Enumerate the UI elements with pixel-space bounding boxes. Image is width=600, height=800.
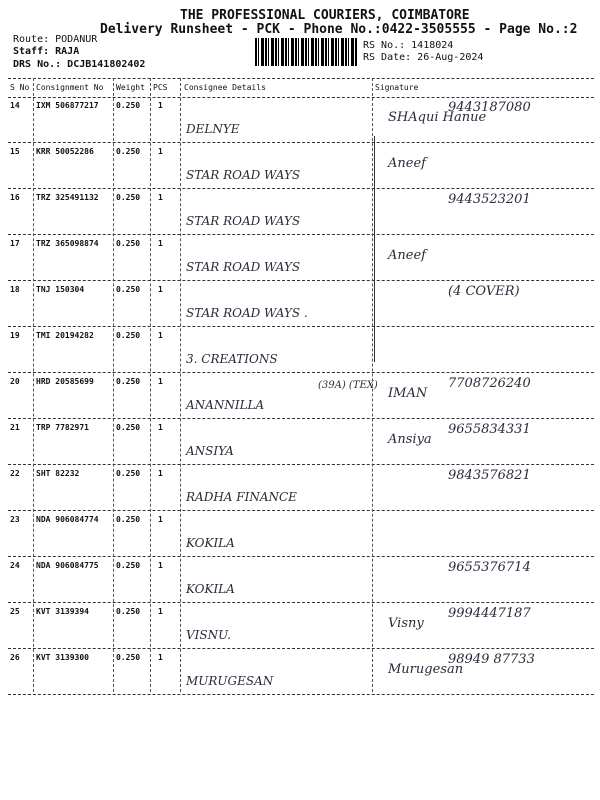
phone-note: 9443187080 xyxy=(448,100,531,115)
row-sno: 21 xyxy=(10,423,20,432)
consignment-number: TNJ 150304 xyxy=(36,285,85,294)
consignment-number: SHT 82232 xyxy=(36,469,80,478)
signature: Ansiya xyxy=(388,432,432,447)
row-sno: 17 xyxy=(10,239,20,248)
consignee-name: STAR ROAD WAYS xyxy=(186,260,301,274)
table-row xyxy=(8,648,594,695)
divider xyxy=(372,78,373,692)
barcode-icon xyxy=(255,38,357,66)
consignee-name: VISNU. xyxy=(186,628,231,642)
weight-value: 0.250 xyxy=(116,193,141,202)
row-sno: 25 xyxy=(10,607,20,616)
consignee-name: 3. CREATIONS xyxy=(186,352,278,366)
consignment-number: NDA 906084775 xyxy=(36,561,99,570)
col-sno: S No xyxy=(10,83,30,92)
consignee-name: MURUGESAN xyxy=(186,674,274,688)
phone-note: 9655376714 xyxy=(448,560,531,575)
pcs-value: 1 xyxy=(158,193,163,202)
runsheet-title: Delivery Runsheet - PCK - Phone No.:0422-3505555 - Page No.:2 xyxy=(100,22,578,37)
weight-value: 0.250 xyxy=(116,653,141,662)
divider xyxy=(113,78,114,692)
divider xyxy=(150,78,151,692)
col-consignment: Consignment No xyxy=(36,83,104,92)
col-consignee: Consignee Details xyxy=(184,83,266,92)
row-sno: 24 xyxy=(10,561,20,570)
pcs-value: 1 xyxy=(158,285,163,294)
row-sno: 19 xyxy=(10,331,20,340)
consignee-name: ANANNILLA xyxy=(186,398,265,412)
col-pcs: PCS xyxy=(153,83,168,92)
weight-value: 0.250 xyxy=(116,561,141,570)
drs-number: DRS No.: DCJB141802402 xyxy=(13,59,146,70)
divider xyxy=(33,78,34,692)
weight-value: 0.250 xyxy=(116,239,141,248)
consignee-note: (39A) (TEX) xyxy=(318,380,378,391)
pcs-value: 1 xyxy=(158,331,163,340)
signature: Aneef xyxy=(388,156,426,171)
weight-value: 0.250 xyxy=(116,377,141,386)
consignment-number: NDA 906084774 xyxy=(36,515,99,524)
runsheet-table xyxy=(8,78,594,692)
weight-value: 0.250 xyxy=(116,515,141,524)
table-row xyxy=(8,372,594,419)
pcs-value: 1 xyxy=(158,147,163,156)
route-label: Route: PODANUR xyxy=(13,34,98,45)
pcs-value: 1 xyxy=(158,101,163,110)
weight-value: 0.250 xyxy=(116,147,141,156)
table-row xyxy=(8,234,594,281)
signature: SHAqui Hanue xyxy=(388,110,487,125)
phone-note: 7708726240 xyxy=(448,376,531,391)
staff-label: Staff: RAJA xyxy=(13,46,80,57)
consignee-name: ANSIYA xyxy=(186,444,234,458)
pcs-value: 1 xyxy=(158,469,163,478)
consignment-number: TMI 20194282 xyxy=(36,331,94,340)
row-sno: 16 xyxy=(10,193,20,202)
pcs-value: 1 xyxy=(158,607,163,616)
signature: IMAN xyxy=(388,386,428,401)
weight-value: 0.250 xyxy=(116,331,141,340)
table-header xyxy=(8,78,594,98)
pcs-value: 1 xyxy=(158,515,163,524)
row-sno: 20 xyxy=(10,377,20,386)
phone-note: 98949 87733 xyxy=(448,652,535,667)
row-sno: 15 xyxy=(10,147,20,156)
signature: Murugesan xyxy=(388,662,464,677)
phone-note: 9843576821 xyxy=(448,468,531,483)
consignee-name: STAR ROAD WAYS xyxy=(186,168,301,182)
table-row xyxy=(8,326,594,373)
table-row xyxy=(8,556,594,603)
weight-value: 0.250 xyxy=(116,101,141,110)
table-row xyxy=(8,418,594,465)
weight-value: 0.250 xyxy=(116,423,141,432)
pcs-value: 1 xyxy=(158,377,163,386)
pen-line xyxy=(374,136,375,362)
table-row xyxy=(8,188,594,235)
consignee-name: KOKILA xyxy=(186,582,235,596)
consignment-number: HRD 20585699 xyxy=(36,377,94,386)
signature: Aneef xyxy=(388,248,426,263)
col-weight: Weight xyxy=(116,83,145,92)
runsheet-header xyxy=(0,0,600,78)
table-row xyxy=(8,280,594,327)
phone-note: 9443523201 xyxy=(448,192,531,207)
row-sno: 14 xyxy=(10,101,20,110)
company-name: THE PROFESSIONAL COURIERS, COIMBATORE xyxy=(180,8,470,23)
phone-note: 9655834331 xyxy=(448,422,531,437)
consignee-name: STAR ROAD WAYS . xyxy=(186,306,308,320)
consignee-name: RADHA FINANCE xyxy=(186,490,297,504)
divider xyxy=(180,78,181,692)
phone-note: (4 COVER) xyxy=(448,284,520,299)
phone-note: 9994447187 xyxy=(448,606,531,621)
consignment-number: TRZ 365098874 xyxy=(36,239,99,248)
consignment-number: TRP 7782971 xyxy=(36,423,89,432)
consignment-number: KVT 3139394 xyxy=(36,607,89,616)
signature: Visny xyxy=(388,616,424,631)
rs-number: RS No.: 1418024 xyxy=(363,40,454,51)
table-row xyxy=(8,602,594,649)
table-row xyxy=(8,510,594,557)
weight-value: 0.250 xyxy=(116,469,141,478)
table-row xyxy=(8,96,594,143)
rs-date: RS Date: 26-Aug-2024 xyxy=(363,52,484,63)
row-sno: 23 xyxy=(10,515,20,524)
consignee-name: DELNYE xyxy=(186,122,240,136)
consignee-name: STAR ROAD WAYS xyxy=(186,214,301,228)
pcs-value: 1 xyxy=(158,239,163,248)
row-sno: 22 xyxy=(10,469,20,478)
row-sno: 26 xyxy=(10,653,20,662)
consignment-number: KRR 50052286 xyxy=(36,147,94,156)
table-row xyxy=(8,464,594,511)
pcs-value: 1 xyxy=(158,423,163,432)
weight-value: 0.250 xyxy=(116,285,141,294)
pcs-value: 1 xyxy=(158,561,163,570)
row-sno: 18 xyxy=(10,285,20,294)
consignment-number: KVT 3139300 xyxy=(36,653,89,662)
col-signature: Signature xyxy=(375,83,419,92)
consignment-number: IXM 506877217 xyxy=(36,101,99,110)
table-row xyxy=(8,142,594,189)
pcs-value: 1 xyxy=(158,653,163,662)
weight-value: 0.250 xyxy=(116,607,141,616)
consignee-name: KOKILA xyxy=(186,536,235,550)
consignment-number: TRZ 325491132 xyxy=(36,193,99,202)
